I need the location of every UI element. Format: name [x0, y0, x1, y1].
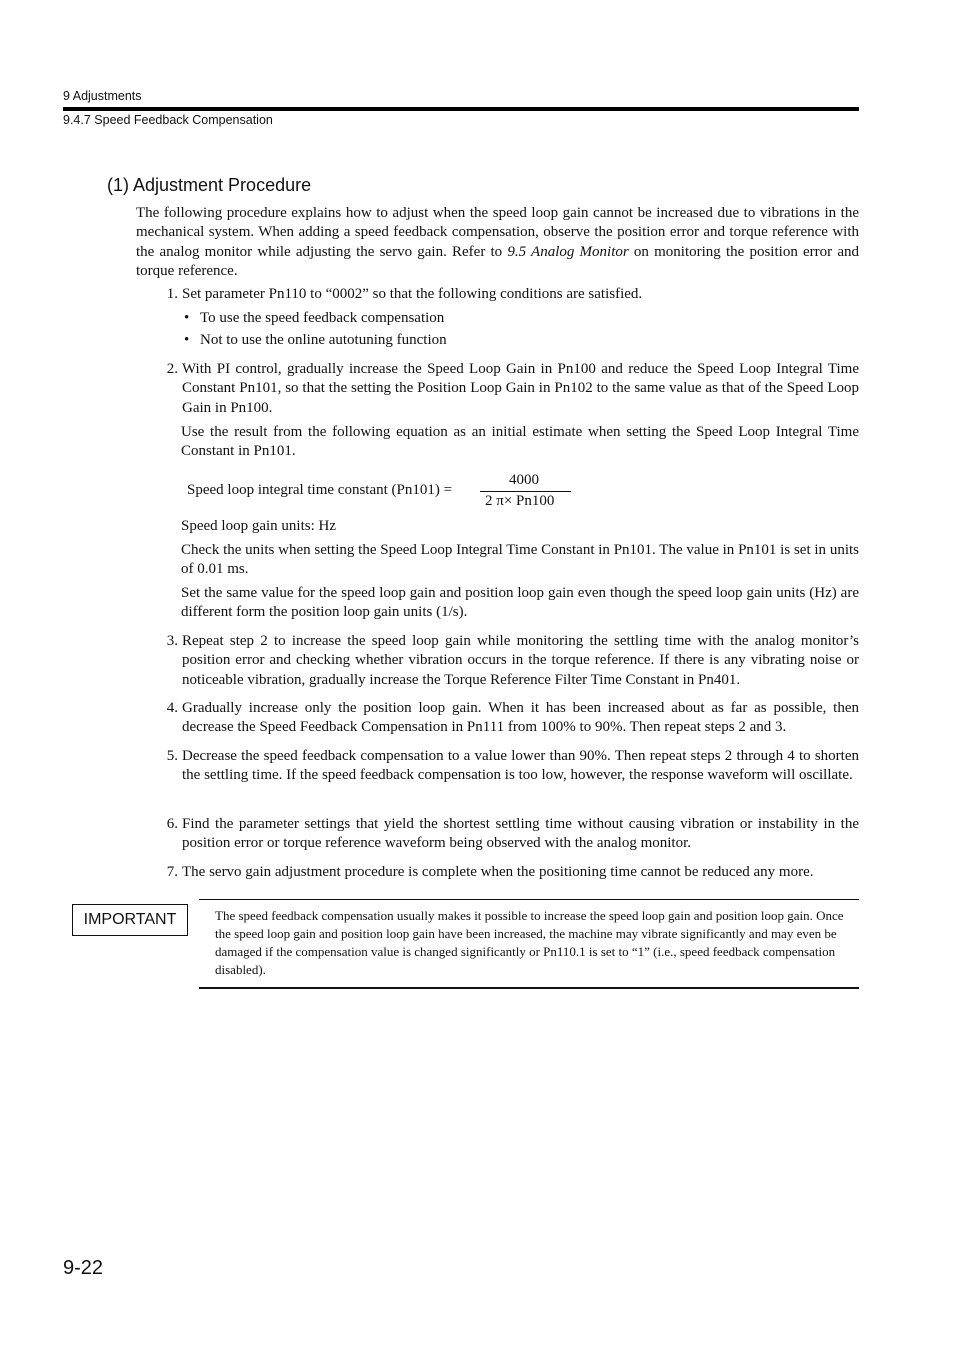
bullet-item [184, 309, 444, 328]
step-number: 3. [166, 633, 178, 649]
step-number: 5. [166, 748, 178, 764]
step-3 [160, 632, 859, 690]
intro-paragraph [136, 204, 859, 281]
header-section: 9.4.7 Speed Feedback Compensation [63, 113, 273, 127]
header-rule [63, 107, 859, 111]
intro-text-part1: The following procedure explains how to adjust when the speed loop gain cannot be increased due to vibrations in the mechanical system. When adding a speed feedback compensation, observe the position error and torque reference with the analog monitor while adjusting the servo gain. Refer to [136, 205, 859, 260]
step-1 [160, 285, 859, 304]
step2-same-value-note: Set the same value for the speed loop gain and position loop gain even though the speed loop gain units (Hz) are different form the position loop gain units (1/s). [181, 585, 859, 621]
equation-denominator: 2 π× Pn100 [485, 493, 555, 509]
step2-estimate-note: Use the result from the following equation as an initial estimate when setting the Speed Loop Integral Time Constant in Pn101. [181, 424, 859, 460]
equation-numerator: 4000 [509, 472, 539, 488]
step-2 [160, 360, 859, 418]
bullet-text: To use the speed feedback compensation [200, 310, 445, 326]
step-text: Repeat step 2 to increase the speed loop gain while monitoring the settling time with the analog monitor’s position error and checking whether vibration occurs in the torque reference. If there is any vibrating noise or noticeable vibration, gradually increase the Torque Reference Filter Time Constant in Pn401. [182, 633, 859, 688]
step-number: 1. [166, 286, 178, 302]
step-number: 6. [166, 816, 178, 832]
step-7 [160, 863, 859, 882]
bullet-mark: • [184, 310, 190, 326]
step-4 [160, 699, 859, 738]
section-title: (1) Adjustment Procedure [107, 175, 312, 195]
step-text: Find the parameter settings that yield the shortest settling time without causing vibration or instability in the position error or torque reference waveform being observed with the analog monitor. [182, 816, 859, 852]
bullet-text: Not to use the online autotuning function [200, 332, 447, 348]
step-text: The servo gain adjustment procedure is complete when the positioning time cannot be reduced any more. [182, 864, 814, 880]
intro-reference: 9.5 Analog Monitor [507, 243, 629, 260]
step-number: 2. [166, 361, 178, 377]
step-5 [160, 747, 859, 786]
equation-label: Speed loop integral time constant (Pn101) = [187, 482, 453, 498]
step-number: 7. [166, 864, 178, 880]
step2-units-note: Speed loop gain units: Hz [181, 518, 336, 534]
important-text: The speed feedback compensation usually makes it possible to increase the speed loop gain and position loop gain. Once the speed loop gain and position loop gain have been increased, the machine may vibrate significantly and may even be damaged if the compensation value is changed significantly or Pn110.1 is set to “1” (i.e., speed feedback compensation disabled). [215, 908, 844, 977]
bullet-item [184, 331, 447, 350]
step-text: Gradually increase only the position loop gain. When it has been increased about as far as possible, then decrease the Speed Feedback Compensation in Pn111 from 100% to 90%. Then repeat steps 2 and 3. [182, 700, 859, 736]
header-chapter: 9 Adjustments [63, 89, 142, 103]
step-number: 4. [166, 700, 178, 716]
important-rule-bottom [199, 987, 859, 989]
bullet-mark: • [184, 332, 190, 348]
step-6 [160, 815, 859, 854]
important-label: IMPORTANT [72, 904, 188, 936]
step2-check-note: Check the units when setting the Speed Loop Integral Time Constant in Pn101. The value in Pn101 is set in units of 0.01 ms. [181, 542, 859, 578]
intro-text-part2: on monitoring the position error and torque reference. [136, 243, 859, 279]
important-rule-top [199, 899, 859, 900]
step-text: With PI control, gradually increase the Speed Loop Gain in Pn100 and reduce the Speed Loop Integral Time Constant Pn101, so that the setting the Position Loop Gain in Pn102 to the same value as that of the Speed Loop Gain in Pn100. [182, 361, 859, 416]
step-text: Decrease the speed feedback compensation to a value lower than 90%. Then repeat steps 2 through 4 to shorten the settling time. If the speed feedback compensation is too low, however, the response waveform will oscillate. [182, 748, 859, 784]
fraction-bar [480, 491, 571, 492]
page-number: 9-22 [63, 1257, 104, 1279]
step-text: Set parameter Pn110 to “0002” so that the following conditions are satisfied. [182, 286, 643, 302]
